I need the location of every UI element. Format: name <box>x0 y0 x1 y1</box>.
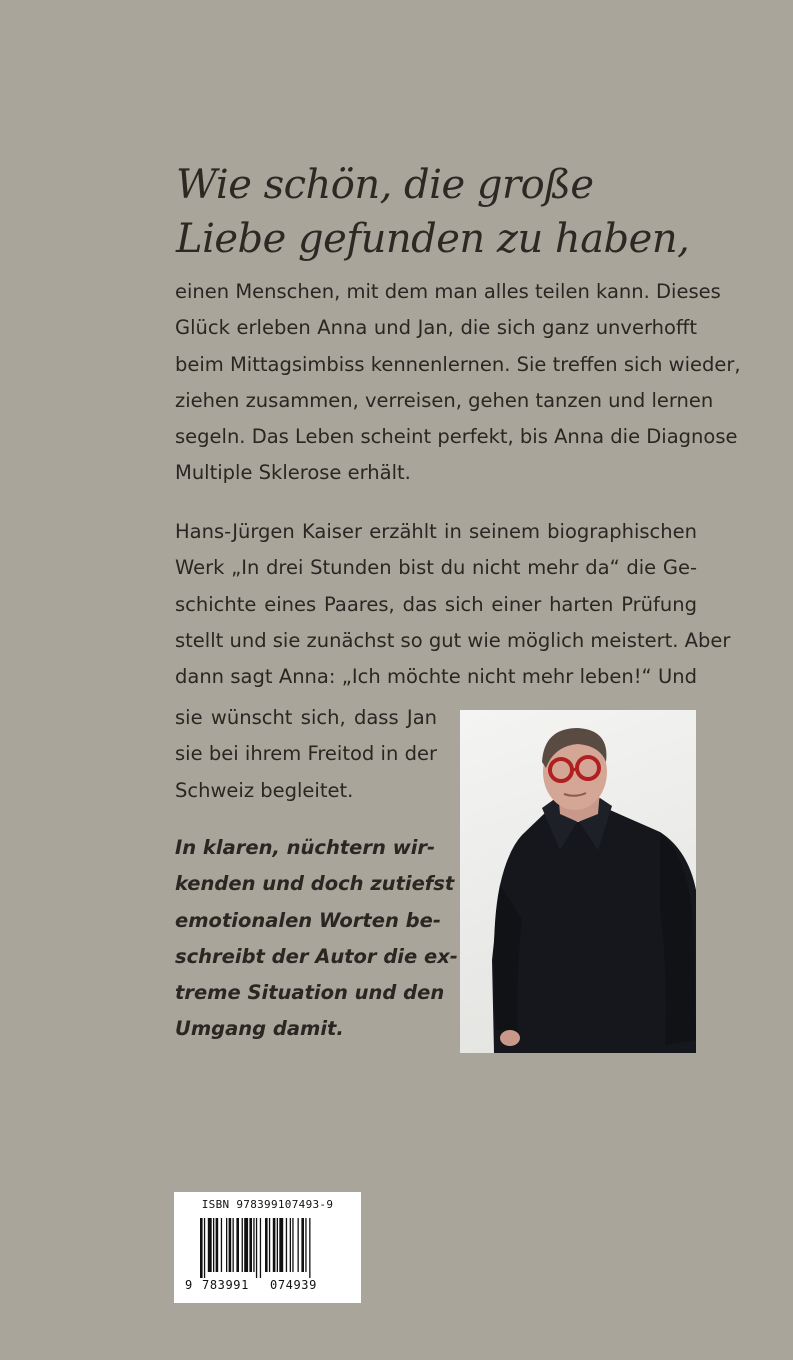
author-portrait-illustration <box>460 710 696 1053</box>
text-line: schreibt der Autor die ex- <box>175 944 458 968</box>
barcode-bar <box>277 1218 278 1272</box>
barcode-bar <box>256 1218 257 1278</box>
barcode-bar <box>309 1218 310 1278</box>
text-line: sie wünscht sich, dass Jan <box>175 706 437 729</box>
isbn-barcode <box>174 1192 361 1303</box>
headline-line: Liebe gefunden zu haben, <box>176 216 690 262</box>
barcode-bar <box>305 1218 306 1272</box>
text-line: einen Menschen, mit dem man alles teilen kann. Dieses <box>175 280 721 303</box>
isbn-label: ISBN 978399107493-9 <box>201 1198 334 1211</box>
barcode-bar <box>260 1218 261 1278</box>
text-line: sie bei ihrem Freitod in der <box>175 742 437 766</box>
text-line: Umgang damit. <box>175 1017 344 1041</box>
barcode-bar <box>273 1218 276 1272</box>
blurb-paragraph-2 <box>175 514 731 695</box>
barcode-digits-left: 783991 <box>202 1278 249 1292</box>
barcode-bar <box>229 1218 232 1272</box>
barcode-bar <box>298 1218 299 1272</box>
headline <box>176 158 736 266</box>
barcode-bar <box>221 1218 222 1272</box>
barcode-bar <box>269 1218 270 1272</box>
text-line: ziehen zusammen, verreisen, gehen tanzen und lernen <box>175 388 714 412</box>
headline-line: Wie schön, die große <box>176 162 594 208</box>
barcode-bar <box>279 1218 283 1272</box>
barcode-bar <box>236 1218 239 1272</box>
text-line: Schweiz begleitet. <box>175 778 354 802</box>
barcode-bar <box>301 1218 304 1272</box>
barcode-bar <box>265 1218 268 1272</box>
text-line: In klaren, nüchtern wir- <box>175 836 436 859</box>
barcode-digit-first: 9 <box>185 1278 193 1292</box>
barcode-bar <box>216 1218 219 1272</box>
text-line: Werk „In drei Stunden bist du nicht mehr da“ die Ge- <box>175 556 697 580</box>
text-line: Glück erleben Anna und Jan, die sich ganz unverhofft <box>175 316 697 340</box>
author-photo <box>460 710 696 1053</box>
barcode-bar <box>290 1218 291 1272</box>
barcode-bar <box>242 1218 243 1272</box>
barcode-bar <box>204 1218 205 1278</box>
text-line: dann sagt Anna: „Ich möchte nicht mehr leben!“ Und <box>175 665 697 689</box>
text-line: Hans-Jürgen Kaiser erzählt in seinem biographischen <box>175 520 697 543</box>
text-line: Multiple Sklerose erhält. <box>175 461 411 485</box>
barcode-bar <box>200 1218 203 1278</box>
barcode-bar <box>253 1218 254 1272</box>
text-line: beim Mittagsimbiss kennenlernen. Sie treffen sich wieder, <box>175 352 741 376</box>
barcode-bar <box>286 1218 287 1272</box>
text-line: kenden und doch zutiefst <box>175 872 455 896</box>
text-line: treme Situation und den <box>175 981 445 1005</box>
text-line: schichte eines Paares, das sich einer harten Prüfung <box>175 592 697 616</box>
blurb-paragraph-emphasis <box>175 830 458 1048</box>
barcode-digits-right: 074939 <box>270 1278 317 1292</box>
blurb-paragraph-3 <box>175 700 437 809</box>
barcode-bar <box>208 1218 212 1272</box>
barcode-bars <box>184 1218 351 1278</box>
barcode-bar <box>213 1218 214 1272</box>
blurb-paragraph-1 <box>175 274 741 492</box>
text-line: emotionalen Worten be- <box>175 908 441 932</box>
barcode-bar <box>226 1218 227 1272</box>
text-line: stellt und sie zunächst so gut wie möglich meistert. Aber <box>175 628 731 652</box>
barcode-bar <box>249 1218 252 1272</box>
barcode-bar <box>244 1218 248 1272</box>
barcode-bar <box>233 1218 234 1272</box>
barcode-bar <box>292 1218 293 1272</box>
text-line: segeln. Das Leben scheint perfekt, bis Anna die Diagnose <box>175 425 738 449</box>
